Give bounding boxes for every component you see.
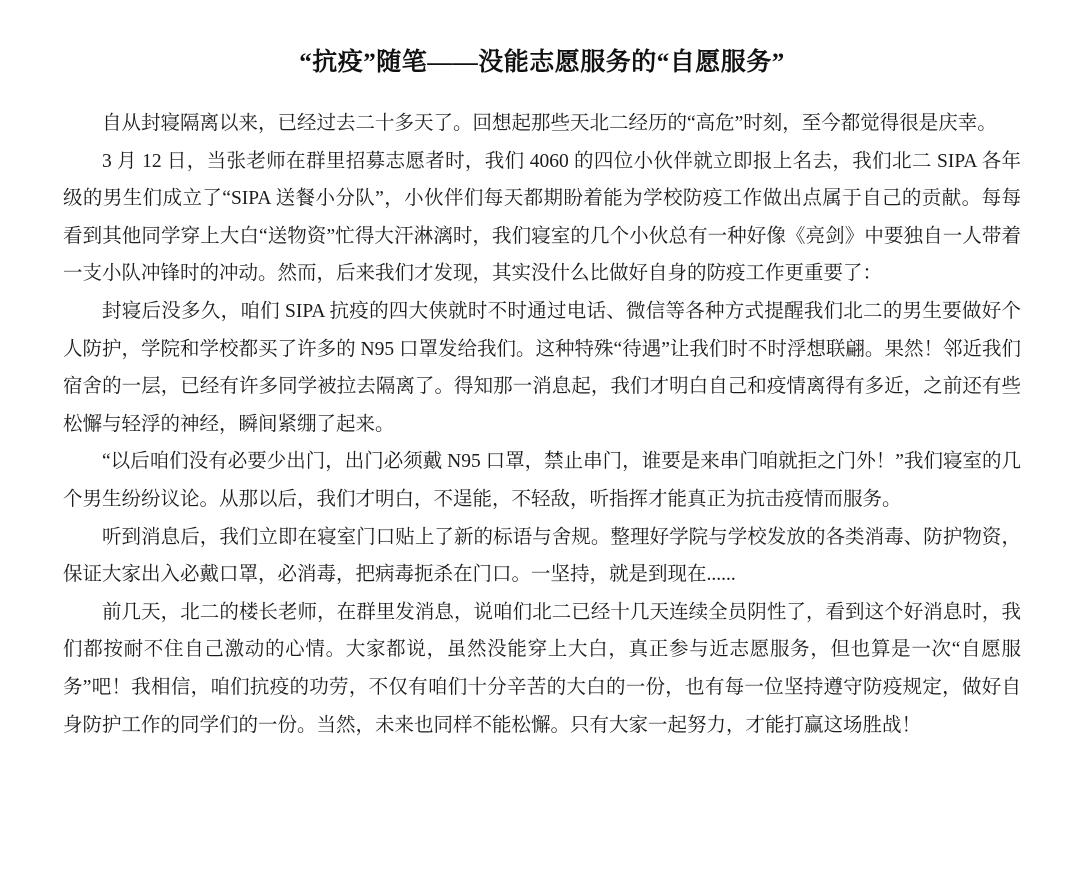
paragraph: “以后咱们没有必要少出门，出门必须戴 N95 口罩，禁止串门，谁要是来串门咱就拒之门外！”我们寝室的几个男生纷纷议论。从那以后，我们才明白，不逞能，不轻敌，听指挥才能真正为抗击疫情而服务。	[63, 451, 1021, 510]
paragraph: 听到消息后，我们立即在寝室门口贴上了新的标语与舍规。整理好学院与学校发放的各类消毒、防护物资，保证大家出入必戴口罩，必消毒，把病毒扼杀在门口。一坚持，就是到现在......	[63, 526, 1021, 586]
document-title: “抗疫”随笔——没能志愿服务的“自愿服务”	[299, 49, 785, 76]
document-body	[63, 105, 1021, 744]
paragraph: 封寝后没多久，咱们 SIPA 抗疫的四大侠就时不时通过电话、微信等各种方式提醒我们北二的男生要做好个人防护，学院和学校都买了许多的 N95 口罩发给我们。这种特殊“待遇”让我们时不时浮想联翩。果然！邻近我们宿舍的一层，已经有许多同学被拉去隔离了。得知那一消息起，我们才明白自己和疫情离得有多近，之前还有些松懈与轻浮的神经，瞬间紧绷了起来。	[63, 300, 1021, 435]
paragraph: 3 月 12 日，当张老师在群里招募志愿者时，我们 4060 的四位小伙伴就立即报上名去，我们北二 SIPA 各年级的男生们成立了“SIPA 送餐小分队”，小伙伴们每天都期盼着能为学校防疫工作做出点属于自己的贡献。每每看到其他同学穿上大白“送物资”忙得大汗淋漓时，我们寝室的几个小伙总有一种好像《亮剑》中要独自一人带着一支小队冲锋时的冲动。然而，后来我们才发现，其实没什么比做好自身的防疫工作更重要了：	[63, 150, 1021, 285]
paragraph: 自从封寝隔离以来，已经过去二十多天了。回想起那些天北二经历的“高危”时刻，至今都觉得很是庆幸。	[102, 113, 997, 134]
paragraph: 前几天，北二的楼长老师，在群里发消息，说咱们北二已经十几天连续全员阴性了，看到这个好消息时，我们都按耐不住自己激动的心情。大家都说，虽然没能穿上大白，真正参与近志愿服务，但也算是一次“自愿服务”吧！我相信，咱们抗疫的功劳，不仅有咱们十分辛苦的大白的一份，也有每一位坚持遵守防疫规定，做好自身防护工作的同学们的一份。当然，未来也同样不能松懈。只有大家一起努力，才能打赢这场胜战！	[63, 601, 1021, 736]
